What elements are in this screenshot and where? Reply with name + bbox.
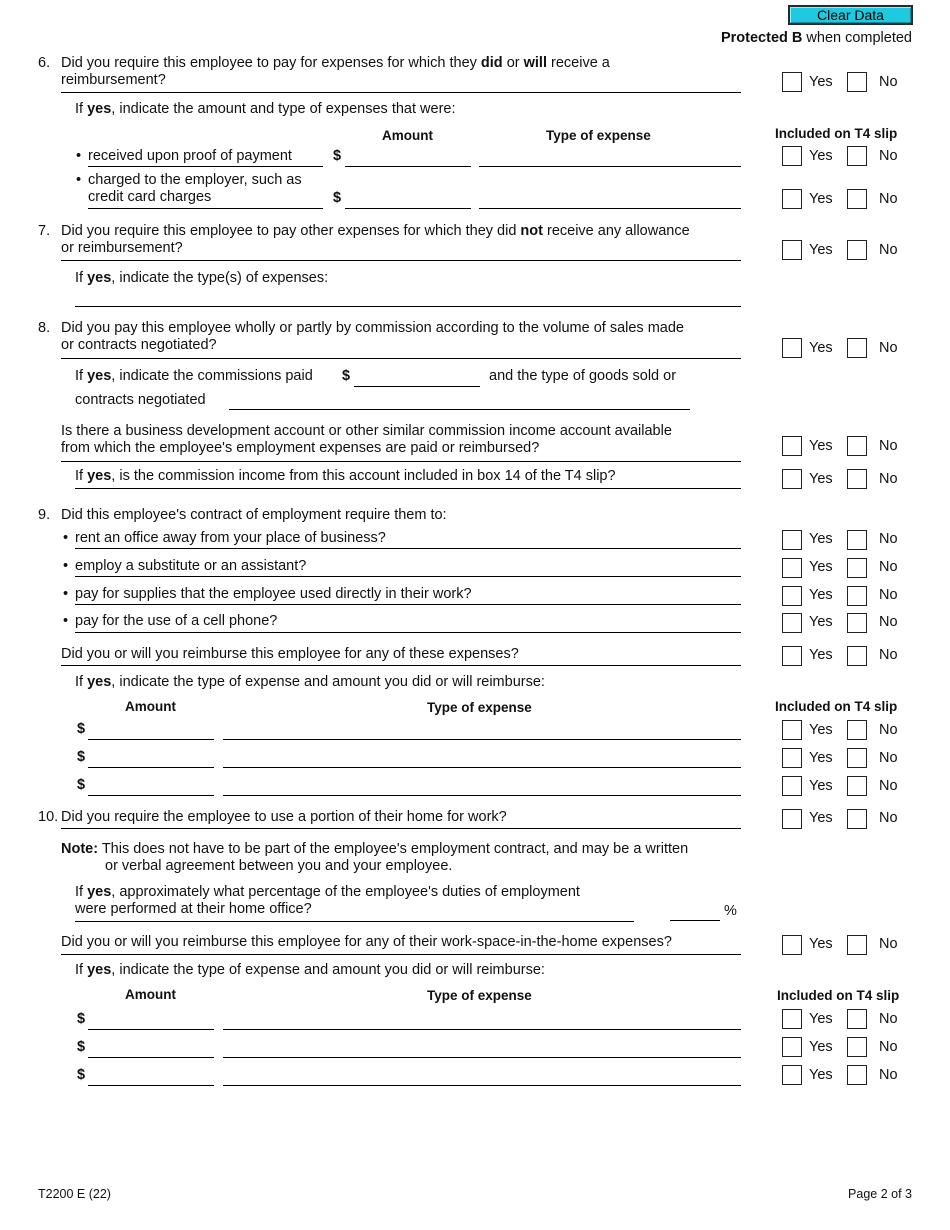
dollar-sign: $ [77, 1067, 86, 1083]
bullet: • [76, 172, 82, 188]
q9-amount-header: Amount [125, 699, 176, 714]
no-label: No [879, 936, 898, 952]
q6-charged-t4-no-checkbox[interactable] [847, 189, 867, 209]
yes-label: Yes [809, 531, 833, 547]
no-label: No [879, 148, 898, 164]
q10-row1-type-field[interactable] [223, 1029, 741, 1030]
q9-reimburse-no-checkbox[interactable] [847, 646, 867, 666]
no-label: No [879, 722, 898, 738]
q10-percentage-question: If yes, approximately what percentage of the employee's duties of employment [75, 884, 580, 900]
no-label: No [879, 242, 898, 258]
q6-item-charged: charged to the employer, such as [88, 172, 302, 188]
q8-commissions-amount-field[interactable] [354, 386, 480, 387]
q8-yes-checkbox[interactable] [782, 338, 802, 358]
dollar-sign: $ [77, 1011, 86, 1027]
no-label: No [879, 340, 898, 356]
q7-number: 7. [38, 223, 51, 239]
yes-label: Yes [809, 778, 833, 794]
q6-charged-type-field[interactable] [479, 208, 741, 209]
yes-label: Yes [809, 647, 833, 663]
q9-included-t4-header: Included on T4 slip [775, 699, 898, 714]
q9-type-header: Type of expense [427, 700, 532, 715]
yes-label: Yes [809, 148, 833, 164]
dollar-sign: $ [77, 777, 86, 793]
q9-row2-amount-field[interactable] [88, 767, 214, 768]
no-label: No [879, 1011, 898, 1027]
q6-proof-amount-field[interactable] [345, 166, 471, 167]
yes-label: Yes [809, 438, 833, 454]
yes-label: Yes [809, 559, 833, 575]
q10-percentage-question-line2: were performed at their home office? [75, 901, 312, 917]
no-label: No [879, 778, 898, 794]
dollar-sign: $ [333, 148, 342, 164]
q10-reimburse-no-checkbox[interactable] [847, 935, 867, 955]
q9-row3-t4-yes-checkbox[interactable] [782, 776, 802, 796]
no-label: No [879, 1039, 898, 1055]
q10-row3-t4-yes-checkbox[interactable] [782, 1065, 802, 1085]
q8-rule [61, 358, 741, 359]
q10-number: 10. [38, 809, 59, 825]
q6-included-t4-header: Included on T4 slip [775, 126, 898, 141]
q9-row1-t4-yes-checkbox[interactable] [782, 720, 802, 740]
q10-row2-type-field[interactable] [223, 1057, 741, 1058]
q10-row2-t4-no-checkbox[interactable] [847, 1037, 867, 1057]
q6-proof-t4-yes-checkbox[interactable] [782, 146, 802, 166]
q10-row3-t4-no-checkbox[interactable] [847, 1065, 867, 1085]
q6-amount-header: Amount [382, 128, 433, 143]
q8-box14-no-checkbox[interactable] [847, 469, 867, 489]
q9-item-office-rule [75, 548, 741, 549]
q10-question: Did you require the employee to use a portion of their home for work? [61, 809, 507, 825]
q8-question: Did you pay this employee wholly or partly by commission according to the volume of sales made [61, 320, 684, 336]
q7-no-checkbox[interactable] [847, 240, 867, 260]
q9-item-supplies: pay for supplies that the employee used directly in their work? [75, 586, 472, 602]
q10-row3-amount-field[interactable] [88, 1085, 214, 1086]
q7-if-yes: If yes, indicate the type(s) of expenses: [75, 270, 329, 286]
q9-substitute-yes-checkbox[interactable] [782, 558, 802, 578]
q6-item-proof: received upon proof of payment [88, 148, 292, 164]
yes-label: Yes [809, 1039, 833, 1055]
q10-type-header: Type of expense [427, 988, 532, 1003]
q6-yes-label: Yes [809, 74, 833, 90]
form-id: T2200 E (22) [38, 1187, 111, 1201]
q9-row3-t4-no-checkbox[interactable] [847, 776, 867, 796]
q9-supplies-no-checkbox[interactable] [847, 586, 867, 606]
q8-bda-question-line2: from which the employee's employment expenses are paid or reimbursed? [61, 440, 540, 456]
q8-bda-no-checkbox[interactable] [847, 436, 867, 456]
q9-item-substitute-rule [75, 576, 741, 577]
q10-row2-amount-field[interactable] [88, 1057, 214, 1058]
q8-bda-rule [61, 461, 741, 462]
q8-goods-type-field[interactable] [229, 409, 690, 410]
q6-rule [61, 92, 741, 93]
q9-if-yes: If yes, indicate the type of expense and amount you did or will reimburse: [75, 674, 545, 690]
q6-no-checkbox[interactable] [847, 72, 867, 92]
dollar-sign: $ [77, 721, 86, 737]
q6-yes-checkbox[interactable] [782, 72, 802, 92]
no-label: No [879, 1067, 898, 1083]
yes-label: Yes [809, 471, 833, 487]
no-label: No [879, 191, 898, 207]
q10-row1-amount-field[interactable] [88, 1029, 214, 1030]
q7-types-field[interactable] [75, 306, 741, 307]
q9-row1-amount-field[interactable] [88, 739, 214, 740]
q9-item-cellphone: pay for the use of a cell phone? [75, 613, 278, 629]
q7-question: Did you require this employee to pay other expenses for which they did not receive any allowance [61, 223, 690, 239]
q9-row3-type-field[interactable] [223, 795, 741, 796]
q9-office-yes-checkbox[interactable] [782, 530, 802, 550]
q9-reimburse-question: Did you or will you reimburse this employee for any of these expenses? [61, 646, 519, 662]
q9-reimburse-rule [61, 665, 741, 666]
yes-label: Yes [809, 936, 833, 952]
q9-intro: Did this employee's contract of employment require them to: [61, 507, 447, 523]
q9-cellphone-no-checkbox[interactable] [847, 613, 867, 633]
q10-if-yes: If yes, indicate the type of expense and amount you did or will reimburse: [75, 962, 545, 978]
q8-box14-yes-checkbox[interactable] [782, 469, 802, 489]
q6-item-proof-rule [88, 166, 323, 167]
q10-row1-t4-yes-checkbox[interactable] [782, 1009, 802, 1029]
q10-reimburse-question: Did you or will you reimburse this employee for any of their work-space-in-the-home expenses? [61, 934, 672, 950]
yes-label: Yes [809, 340, 833, 356]
page-number: Page 2 of 3 [848, 1187, 912, 1201]
q9-item-cellphone-rule [75, 632, 741, 633]
q10-row2-t4-yes-checkbox[interactable] [782, 1037, 802, 1057]
q9-cellphone-yes-checkbox[interactable] [782, 613, 802, 633]
yes-label: Yes [809, 242, 833, 258]
no-label: No [879, 614, 898, 630]
dollar-sign: $ [333, 190, 342, 206]
no-label: No [879, 531, 898, 547]
q9-row1-type-field[interactable] [223, 739, 741, 740]
yes-label: Yes [809, 587, 833, 603]
q6-type-header: Type of expense [546, 128, 651, 143]
q8-commissions-label: If yes, indicate the commissions paid [75, 368, 313, 384]
bullet: • [63, 586, 69, 602]
q10-percentage-rule [75, 921, 634, 922]
q6-number: 6. [38, 55, 51, 71]
q6-no-label: No [879, 74, 898, 90]
q8-contracts-label: contracts negotiated [75, 392, 206, 408]
q7-question-line2: or reimbursement? [61, 240, 183, 256]
no-label: No [879, 438, 898, 454]
q9-supplies-yes-checkbox[interactable] [782, 586, 802, 606]
yes-label: Yes [809, 750, 833, 766]
q6-charged-t4-yes-checkbox[interactable] [782, 189, 802, 209]
q10-rule [61, 828, 741, 829]
q9-item-supplies-rule [75, 604, 741, 605]
bullet: • [76, 148, 82, 164]
q7-rule [61, 260, 741, 261]
q6-if-yes: If yes, indicate the amount and type of expenses that were: [75, 101, 456, 117]
bullet: • [63, 558, 69, 574]
no-label: No [879, 471, 898, 487]
q9-row2-type-field[interactable] [223, 767, 741, 768]
q9-substitute-no-checkbox[interactable] [847, 558, 867, 578]
q10-amount-header: Amount [125, 987, 176, 1002]
yes-label: Yes [809, 1067, 833, 1083]
q9-item-substitute: employ a substitute or an assistant? [75, 558, 307, 574]
dollar-sign: $ [342, 368, 351, 384]
yes-label: Yes [809, 614, 833, 630]
yes-label: Yes [809, 722, 833, 738]
q6-question-line2: reimbursement? [61, 72, 166, 88]
protected-b-notice: Protected B when completed [720, 30, 912, 46]
q7-yes-checkbox[interactable] [782, 240, 802, 260]
q8-box14-question: If yes, is the commission income from this account included in box 14 of the T4 slip? [75, 468, 616, 484]
q6-question: Did you require this employee to pay for expenses for which they did or will receive a [61, 55, 610, 71]
no-label: No [879, 750, 898, 766]
q10-included-t4-header: Included on T4 slip [777, 988, 900, 1003]
q9-row1-t4-no-checkbox[interactable] [847, 720, 867, 740]
percent-sign: % [724, 903, 737, 919]
q9-office-no-checkbox[interactable] [847, 530, 867, 550]
q10-percentage-field[interactable] [670, 920, 720, 921]
q10-reimburse-rule [61, 954, 741, 955]
q10-row1-t4-no-checkbox[interactable] [847, 1009, 867, 1029]
q9-row2-t4-no-checkbox[interactable] [847, 748, 867, 768]
q9-number: 9. [38, 507, 51, 523]
yes-label: Yes [809, 810, 833, 826]
q10-note: Note: This does not have to be part of the employee's employment contract, and may be a written [61, 841, 689, 857]
no-label: No [879, 559, 898, 575]
q8-no-checkbox[interactable] [847, 338, 867, 358]
q6-item-charged-line2: credit card charges [88, 189, 212, 205]
q9-reimburse-yes-checkbox[interactable] [782, 646, 802, 666]
q10-note-line2: or verbal agreement between you and your employee. [105, 858, 453, 874]
q6-proof-t4-no-checkbox[interactable] [847, 146, 867, 166]
yes-label: Yes [809, 1011, 833, 1027]
q10-reimburse-yes-checkbox[interactable] [782, 935, 802, 955]
dollar-sign: $ [77, 749, 86, 765]
q9-row2-t4-yes-checkbox[interactable] [782, 748, 802, 768]
no-label: No [879, 810, 898, 826]
q6-proof-type-field[interactable] [479, 166, 741, 167]
q6-charged-amount-field[interactable] [345, 208, 471, 209]
q8-question-line2: or contracts negotiated? [61, 337, 217, 353]
no-label: No [879, 647, 898, 663]
q10-row3-type-field[interactable] [223, 1085, 741, 1086]
yes-label: Yes [809, 191, 833, 207]
q8-bda-question: Is there a business development account or other similar commission income account available [61, 423, 672, 439]
q9-item-office: rent an office away from your place of business? [75, 530, 386, 546]
q6-item-charged-rule [88, 208, 323, 209]
bullet: • [63, 530, 69, 546]
bullet: • [63, 613, 69, 629]
no-label: No [879, 587, 898, 603]
q8-goods-label: and the type of goods sold or [489, 368, 677, 384]
q9-row3-amount-field[interactable] [88, 795, 214, 796]
q8-box14-rule [75, 488, 741, 489]
q10-no-checkbox[interactable] [847, 809, 867, 829]
clear-data-button[interactable]: Clear Data [788, 5, 913, 25]
q8-number: 8. [38, 320, 51, 336]
dollar-sign: $ [77, 1039, 86, 1055]
q8-bda-yes-checkbox[interactable] [782, 436, 802, 456]
q10-yes-checkbox[interactable] [782, 809, 802, 829]
